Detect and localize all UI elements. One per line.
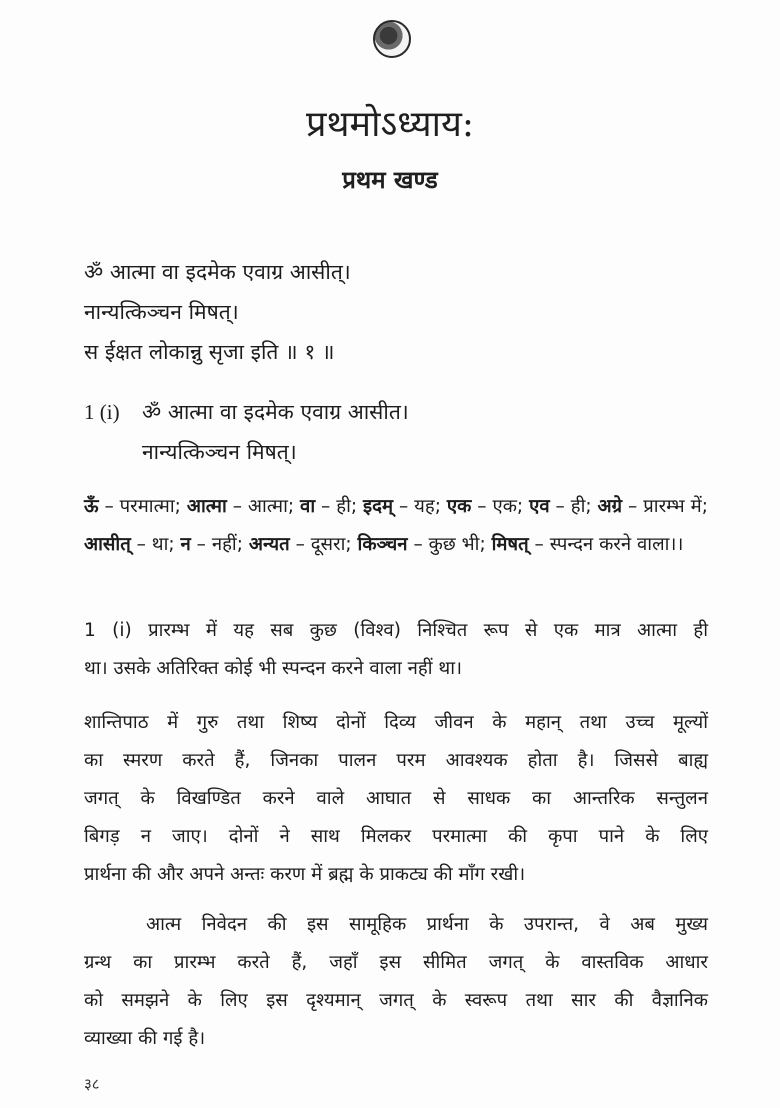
verse-number: 1 (i) [84,400,120,424]
sanskrit-verse [84,252,351,372]
glossary-term: आसीत् [84,534,131,555]
section-title: प्रथम खण्ड [342,166,438,194]
paragraph-line: था। उसके अतिरिक्त कोई भी स्पन्दन करने वाला नहीं था। [84,658,463,679]
paragraph-line: आत्म निवेदन की इस सामूहिक प्रार्थना के उपरान्त, वे अब मुख्य [146,914,708,935]
glossary-meaning: कुछ भी [428,534,480,555]
glossary-meaning: स्पन्दन करने वाला।। [549,534,684,555]
glossary-meaning: एक [492,496,517,517]
paragraph-line: व्याख्या की गई है। [84,1028,206,1049]
paragraph-line: जगत् के विखण्डित करने वाले आघात से साधक का आन्तरिक सन्तुलन [84,788,708,809]
paragraph-line: ग्रन्थ का प्रारम्भ करते हैं, जहाँ इस सीमित जगत् के वास्तविक आधार [84,952,708,973]
verse-line: ॐ आत्मा वा इदमेक एवाग्र आसीत। [142,400,409,424]
paragraph-line: को समझने के लिए इस दृश्यमान् जगत् के स्वरूप तथा सार की वैज्ञानिक [84,990,708,1011]
glossary-term: अग्रे [597,496,623,517]
paragraph-line: प्रार्थना की और अपने अन्तः करण में ब्रह्म के प्राकट्य की माँग रखी। [84,864,526,885]
commentary-paragraph [84,906,708,1058]
paragraph-line: का स्मरण करते हैं, जिनका पालन परम आवश्यक होता है। जिससे बाह्य [84,750,708,771]
paragraph-line: शान्तिपाठ में गुरु तथा शिष्य दोनों दिव्य जीवन के महान् तथा उच्च मूल्यों [84,712,708,733]
glossary-term: आत्मा [186,496,227,517]
glossary-term: किञ्चन [357,534,408,555]
chapter-title: प्रथमोऽध्याय: [306,104,474,145]
translation-paragraph [84,612,708,688]
glossary-term: मिषत् [491,534,529,555]
verse-line: नान्यत्किञ्चन मिषत्। [142,440,297,464]
paragraph-line: 1 (i) प्रारम्भ में यह सब कुछ (विश्व) निश्चित रूप से एक मात्र आत्मा ही [84,620,708,641]
glossary-meaning: था [151,534,169,555]
glossary-meaning: आत्मा [247,496,288,517]
glossary-meaning: प्रारम्भ में [643,496,702,517]
glossary-meaning: ही [570,496,586,517]
verse-line: स ईक्षत लोकान्नु सृजा इति ॥ १ ॥ [84,340,335,364]
glossary-term: न [180,534,191,555]
verse-line: ॐ आत्मा वा इदमेक एवाग्र आसीत्। [84,260,351,284]
commentary-paragraph [84,704,708,894]
glossary-term: अन्यत [248,534,290,555]
glossary-meaning: ही [336,496,351,517]
glossary-term: एक [446,496,472,517]
glossary-term: इदम् [363,496,394,517]
glossary-meaning: नहीं [211,534,237,555]
verse-line: नान्यत्किञ्चन मिषत्। [84,300,239,324]
numbered-verse [84,392,409,472]
page-number: ३८ [84,1075,100,1093]
glossary-meaning: यह [414,496,435,517]
paragraph-line: बिगड़ न जाए। दोनों ने साथ मिलकर परमात्मा की कृपा पाने के लिए [84,826,708,847]
glossary-meaning: परमात्मा [119,496,175,517]
glossary-term: ऊँ [84,496,99,517]
glossary-term: एव [529,496,550,517]
moon-globe-emblem-icon [373,20,411,58]
glossary-meaning: दूसरा [310,534,346,555]
glossary-term: वा [300,496,316,517]
word-glossary: ऊँ – परमात्मा; आत्मा – आत्मा; वा – ही; इदम् – यह; एक – एक; एव – ही; अग्रे – प्रारम्भ में; आसीत् – था; न – नहीं; अन्यत – दूसरा; किञ्चन – कुछ भी; मिषत् – स्पन्दन करने वाला।। [84,496,708,555]
